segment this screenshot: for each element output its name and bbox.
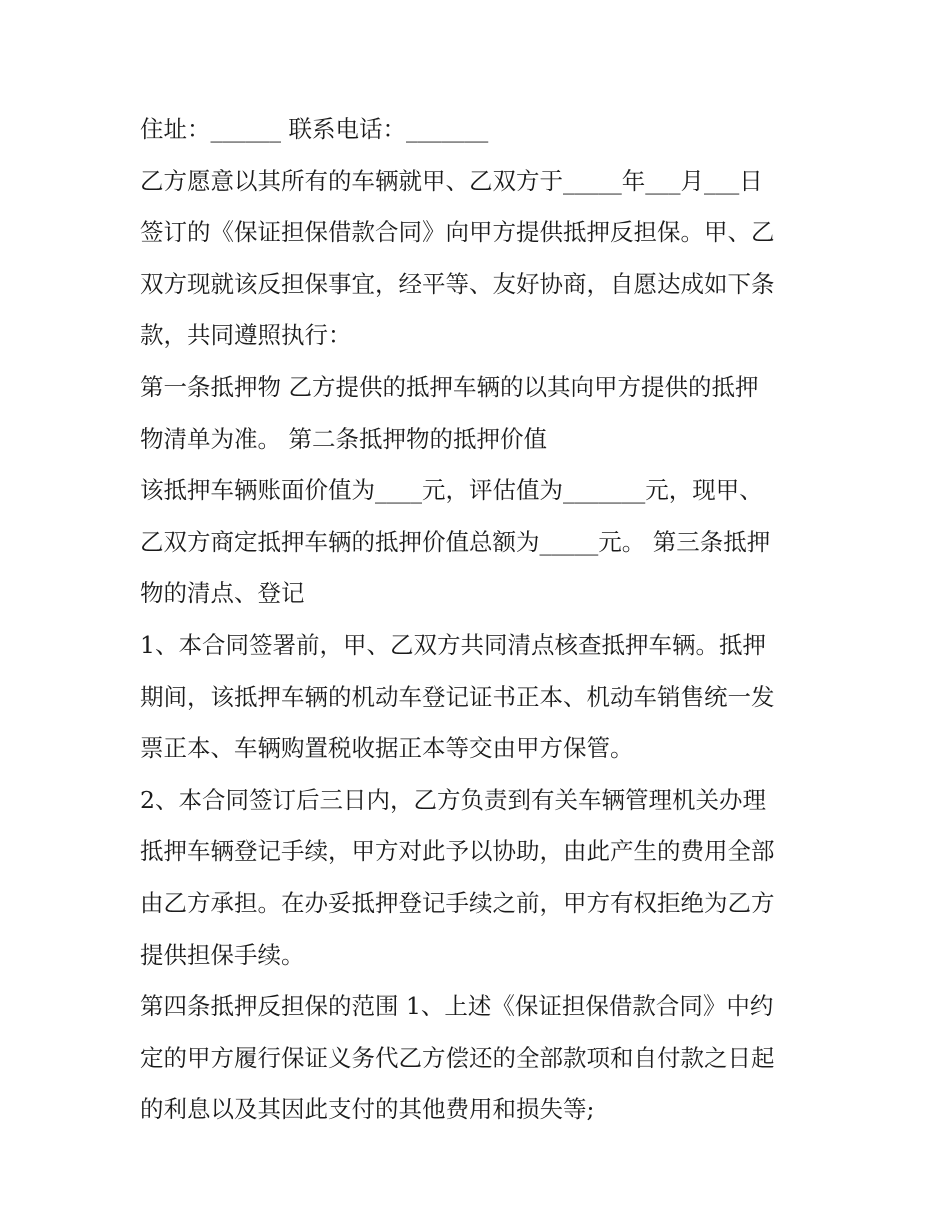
article-1-line: 第一条抵押物 乙方提供的抵押车辆的以其向甲方提供的抵押 [140, 372, 759, 401]
text-line: 定的甲方履行保证义务代乙方偿还的全部款项和自付款之日起 [140, 1043, 775, 1072]
text-line: 物的清点、登记 [140, 579, 305, 608]
article-2-line: 物清单为准。 第二条抵押物的抵押价值 [140, 424, 547, 453]
text-line: 提供担保手续。 [140, 940, 305, 969]
text-line: 抵押车辆登记手续，甲方对此予以协助，由此产生的费用全部 [140, 837, 775, 866]
text-line: 期间，该抵押车辆的机动车登记证书正本、机动车销售统一发 [140, 682, 775, 711]
clause-1-line: 1、本合同签署前，甲、乙双方共同清点核查抵押车辆。抵押 [140, 630, 766, 659]
text-line: 该抵押车辆账面价值为____元，评估值为_______元，现甲、 [140, 476, 763, 505]
text-line: 的利息以及其因此支付的其他费用和损失等; [140, 1095, 595, 1124]
text-line: 签订的《保证担保借款合同》向甲方提供抵押反担保。甲、乙 [140, 218, 775, 247]
clause-2-line: 2、本合同签订后三日内，乙方负责到有关车辆管理机关办理 [140, 785, 766, 814]
text-line: 双方现就该反担保事宜，经平等、友好协商，自愿达成如下条 [140, 269, 775, 298]
address-phone-line: 住址：______ 联系电话：_______ [140, 115, 489, 143]
text-line: 票正本、车辆购置税收据正本等交由甲方保管。 [140, 734, 634, 763]
text-line: 款，共同遵照执行： [140, 321, 352, 350]
text-line: 由乙方承担。在办妥抵押登记手续之前，甲方有权拒绝为乙方 [140, 888, 775, 917]
text-line: 乙方愿意以其所有的车辆就甲、乙双方于_____年___月___日 [140, 166, 763, 195]
article-4-line: 第四条抵押反担保的范围 1、上述《保证担保借款合同》中约 [140, 992, 774, 1021]
document-body [140, 104, 812, 1136]
article-3-line: 乙双方商定抵押车辆的抵押价值总额为_____元。 第三条抵押 [140, 527, 771, 556]
